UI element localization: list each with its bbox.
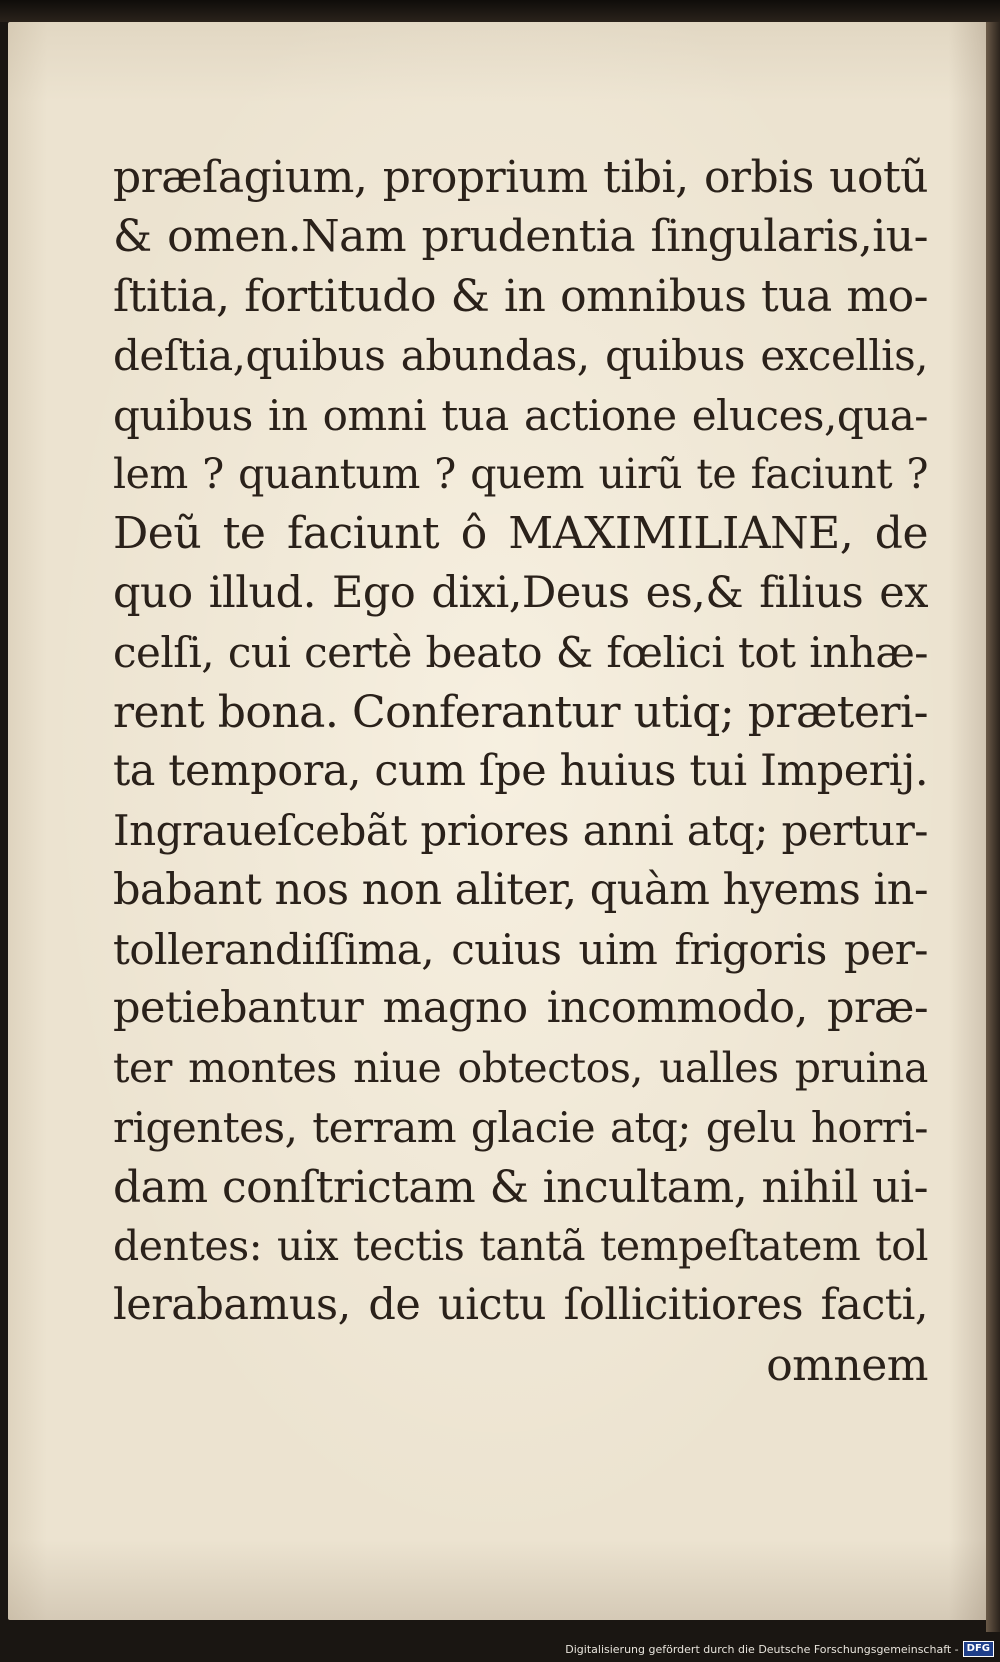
text-line: rent bona. Conferantur utiq; præteri- <box>113 686 928 738</box>
text-line: ta tempora, cum ſpe huius tui Imperij. <box>113 745 928 796</box>
text-line: dam conſtrictam & incultam, nihil ui- <box>113 1161 928 1213</box>
text-line: lem ? quantum ? quem uirũ te faciunt ? <box>113 449 928 498</box>
dfg-logo: DFG <box>963 1641 994 1657</box>
text-line: lerabamus, de uictu ſollicitiores facti, <box>113 1280 928 1331</box>
text-line: dentes: uix tectis tantã tempeſtatem tol <box>113 1222 928 1271</box>
text-line: tollerandiſſima, cuius uim frigoris per- <box>113 925 928 975</box>
book-edge-top <box>0 0 1000 22</box>
text-line: ſtitia, fortitudo & in omnibus tua mo- <box>113 270 928 322</box>
text-line: rigentes, terram glacie atq; gelu horri- <box>113 1103 928 1153</box>
text-line: Deũ te faciunt ô MAXIMILIANE, de <box>113 508 928 560</box>
text-line: ter montes niue obtectos, ualles pruina <box>113 1043 928 1092</box>
text-line: & omen.Nam prudentia ſingularis,iu- <box>113 211 928 263</box>
catchword: omnem <box>766 1339 928 1391</box>
text-line: Ingraueſcebãt priores anni atq; pertur- <box>113 806 928 856</box>
text-line: petiebantur magno incommodo, præ- <box>113 983 928 1034</box>
book-edge-right <box>986 22 1000 1632</box>
text-line: quibus in omni tua actione eluces,qua- <box>113 390 928 440</box>
text-line: præſagium, proprium tibi, orbis uotũ <box>113 152 928 203</box>
page-text-block <box>113 148 928 1395</box>
text-line: deſtia,quibus abundas, quibus excellis, <box>113 331 928 381</box>
digitization-footer <box>565 1638 994 1660</box>
text-line: quo illud. Ego dixi,Deus es,& filius ex <box>113 567 928 618</box>
funding-notice: Digitalisierung gefördert durch die Deutsche Forschungsgemeinschaft - <box>565 1642 959 1656</box>
text-line: celſi, cui certè beato & fœlici tot inhæ- <box>113 628 928 678</box>
text-line: babant nos non aliter, quàm hyems in- <box>113 864 928 915</box>
